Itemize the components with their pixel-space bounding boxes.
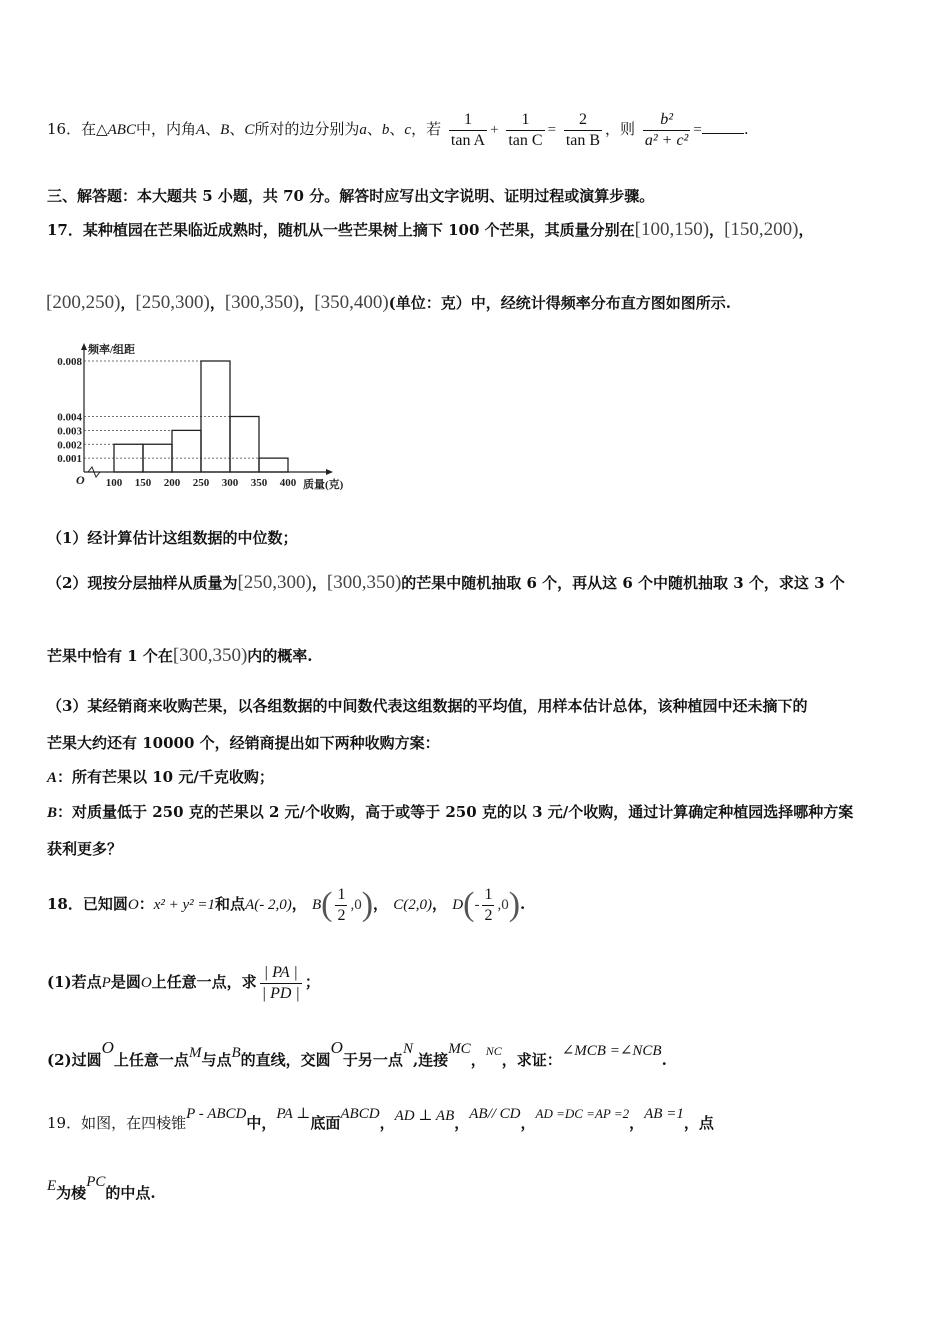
interval: [250,300)	[135, 292, 210, 313]
condition-ab-parallel-cd: AB// CD	[469, 1106, 521, 1122]
frac-den: a² + c²	[644, 131, 689, 149]
option-label: B	[47, 805, 58, 821]
comma: ，	[709, 221, 725, 239]
q16-abc: ABC	[107, 122, 136, 138]
ratio-fraction	[260, 963, 302, 1004]
q19-text: ，点	[683, 1114, 714, 1132]
q18-text: (1)若点	[47, 973, 102, 991]
q17-option-b-cont: 获利更多？	[47, 840, 123, 858]
q18-part-1	[47, 952, 320, 1012]
histogram-bar	[259, 458, 288, 472]
x-tick-label: 200	[163, 477, 181, 489]
q18-text: ，求证：	[501, 1051, 562, 1069]
q16-b: b	[381, 122, 390, 138]
q16-equals: =	[693, 122, 702, 138]
y-axis-label: 频率/组距	[88, 344, 136, 356]
condition-ad-perp-ab: AD ⊥ AB	[394, 1108, 455, 1124]
q18-end: ；	[304, 973, 320, 991]
section-heading: 三、解答题：本大题共 5 小题，共 70 分。解答时应写出文字说明、证明过程或演算步骤。	[47, 187, 655, 205]
q18-end: .	[520, 895, 526, 913]
y-tick-label: 0.008	[57, 356, 82, 368]
interval: [350,400)	[314, 292, 389, 313]
interval: [300,350)	[224, 292, 300, 313]
q16-line	[47, 103, 749, 155]
frac-num: 1	[335, 885, 347, 906]
frac-den: | PD |	[261, 984, 300, 1002]
q16-A: A	[195, 122, 206, 138]
circle-O: O	[330, 1038, 343, 1057]
y-tick-label: 0.003	[57, 425, 82, 438]
option-text: ：对质量低于 250 克的芒果以 2 元/个收购，高于或等于 250 克的以 3 元/个收购，通过计算确定种植园选择哪种方案	[57, 803, 854, 821]
circle-equation: x² + y² =1	[153, 897, 216, 913]
angle-equation: ∠MCB =∠NCB	[561, 1043, 662, 1059]
point-D-y: ,0	[497, 897, 509, 913]
frac-den: tan C	[508, 131, 543, 149]
point-D-label: D	[452, 897, 464, 913]
frac-den: tan B	[565, 131, 601, 149]
frac-num: 2	[564, 110, 602, 131]
q18-text: 和点	[215, 895, 246, 913]
q16-lead: 16．在△	[47, 120, 108, 138]
q18-text: 的直线，交圆	[240, 1051, 331, 1069]
q17-part-3-cont: 芒果大约还有 10000 个，经销商提出如下两种收购方案：	[47, 734, 440, 752]
y-axis-arrow	[81, 343, 87, 350]
q16-fraction-4	[643, 110, 691, 151]
pyramid: P - ABCD	[186, 1106, 247, 1122]
point-B-label: B	[311, 897, 322, 913]
frac-num: 1	[449, 110, 487, 131]
q16-sep: 、	[205, 120, 221, 138]
q18-text: (2)过圆	[47, 1051, 102, 1069]
q16-sep: 、	[389, 120, 405, 138]
point-B: B	[231, 1045, 241, 1061]
edge-PC: PC	[86, 1174, 106, 1190]
q17-lead: 17．某种植园在芒果临近成熟时，随机从一些芒果树上摘下 100 个芒果，其质量分别在	[47, 221, 635, 239]
point-N: N	[402, 1041, 413, 1057]
point-E: E	[47, 1178, 57, 1194]
q16-equals: =	[547, 122, 557, 138]
circle-O: O	[101, 1038, 114, 1057]
q19-text: 底面	[310, 1114, 341, 1132]
q17-part-2-cont	[47, 640, 313, 672]
comma: ，	[373, 895, 389, 913]
comma: ，	[798, 221, 814, 239]
q19-line-2	[47, 1176, 156, 1210]
q18-text: 上任意一点，求	[151, 973, 257, 991]
point-M: M	[188, 1045, 202, 1061]
q17-tail: (单位：克）中，经统计得频率分布直方图如图所示.	[388, 294, 731, 312]
frac-den: 2	[484, 906, 493, 924]
option-label: A	[47, 770, 58, 786]
comma: ，	[454, 1114, 470, 1132]
circle-O: O	[140, 975, 152, 991]
q17-part-1: （1）经计算估计这组数据的中位数；	[47, 529, 298, 547]
q17-text: （2）现按分层抽样从质量为	[47, 574, 238, 592]
q16-a: a	[359, 122, 367, 138]
x-axis-arrow	[326, 469, 333, 475]
condition-pa-perp: PA ⊥	[276, 1106, 311, 1122]
q18-text: 上任意一点	[113, 1051, 189, 1069]
frac-den: 2	[337, 906, 346, 924]
comma: ，	[291, 895, 307, 913]
frac-num: b²	[643, 110, 691, 131]
y-tick-label: 0.002	[57, 439, 82, 452]
base-abcd: ABCD	[340, 1106, 380, 1122]
q18-text: ,连接	[412, 1051, 449, 1069]
paren: (	[321, 886, 333, 923]
comma: ，	[209, 294, 225, 312]
interval: [300,350)	[172, 645, 248, 666]
point-D-fraction	[482, 885, 494, 926]
x-tick-label: 250	[192, 477, 210, 489]
q18-text: 于另一点	[342, 1051, 403, 1069]
circle-O: O	[127, 897, 139, 913]
frequency-histogram	[44, 340, 364, 500]
q16-text: 所对的边分别为	[254, 120, 360, 138]
minus: -	[474, 897, 480, 913]
condition-lengths: AD =DC =AP =2	[535, 1106, 630, 1121]
q16-text: 中，内角	[135, 120, 196, 138]
comma: ，	[379, 1114, 395, 1132]
comma: ，	[470, 1051, 486, 1069]
q17-line-1	[47, 215, 813, 245]
q16-text: ，若	[411, 120, 442, 138]
q17-text: 的芒果中随机抽取 6 个，再从这 6 个中随机抽取 3 个，求这 3 个	[401, 574, 845, 592]
q17-option-a	[47, 766, 274, 789]
q18-end: .	[661, 1051, 667, 1069]
comma: ，	[120, 294, 136, 312]
q16-fraction-2	[506, 110, 544, 151]
point-B-fraction	[335, 885, 347, 926]
comma: ，	[299, 294, 315, 312]
q17-part-2	[47, 566, 845, 600]
q18-line	[47, 872, 525, 936]
x-tick-label: 350	[250, 477, 268, 489]
frac-num: 1	[482, 885, 494, 906]
x-tick-label: 400	[279, 477, 297, 489]
comma: ，	[629, 1114, 645, 1132]
segment-NC: NC	[485, 1044, 502, 1058]
condition-ab-length: AB =1	[644, 1106, 684, 1122]
paren: )	[361, 886, 374, 923]
frac-num: 1	[506, 110, 544, 131]
q17-part-3: （3）某经销商来收购芒果，以各组数据的中间数代表这组数据的平均值，用样本估计总体，该种植园中还未摘下的	[47, 697, 808, 715]
paren: (	[463, 886, 475, 923]
q17-text: 内的概率.	[247, 647, 313, 665]
q16-fraction-1	[449, 110, 487, 151]
q19-line	[47, 1106, 714, 1140]
option-text: ：所有芒果以 10 元/千克收购；	[57, 768, 274, 786]
q16-end: .	[743, 120, 749, 138]
q18-text: 是圆	[110, 973, 141, 991]
q16-c: c	[404, 122, 412, 138]
q16-C: C	[244, 122, 255, 138]
histogram-bar	[172, 430, 201, 472]
q19-end: 的中点.	[105, 1184, 156, 1202]
q16-sep: 、	[229, 120, 245, 138]
frac-den: tan A	[450, 131, 486, 149]
y-tick-label: 0.004	[57, 411, 82, 424]
interval: [300,350)	[326, 572, 402, 593]
q16-B: B	[220, 122, 230, 138]
q16-plus: +	[490, 122, 499, 138]
interval: [100,150)	[634, 219, 710, 240]
q16-sep: 、	[366, 120, 382, 138]
comma: ，	[520, 1114, 536, 1132]
frac-num: | PA |	[260, 963, 302, 984]
point-B-y: ,0	[350, 897, 362, 913]
q19-lead: 19．如图，在四棱锥	[47, 1114, 187, 1132]
colon: ：	[138, 895, 154, 913]
interval: [250,300)	[237, 572, 312, 593]
comma: ，	[432, 895, 448, 913]
q19-text: 中，	[246, 1114, 277, 1132]
segment-MC: MC	[448, 1041, 471, 1057]
y-tick-label: 0.001	[57, 453, 82, 466]
x-tick-label: 150	[134, 477, 152, 489]
q17-line-2	[46, 288, 731, 318]
q19-text: 为棱	[56, 1184, 87, 1202]
q18-part-2	[47, 1040, 667, 1080]
interval: [150,200)	[724, 219, 799, 240]
q17-option-b	[47, 801, 853, 824]
x-tick-label: 100	[105, 477, 123, 489]
q17-text: 芒果中恰有 1 个在	[47, 647, 173, 665]
x-axis-label: 质量(克)	[303, 479, 344, 491]
point-P: P	[101, 975, 111, 991]
q18-text: 与点	[201, 1051, 232, 1069]
q18-lead: 18．已知圆	[47, 895, 128, 913]
q16-fraction-3	[564, 110, 602, 151]
point-A: A(- 2,0)	[245, 897, 292, 913]
answer-blank	[702, 119, 744, 134]
x-tick-label: 300	[221, 477, 239, 489]
point-C: C(2,0)	[393, 897, 433, 913]
interval: [200,250)	[46, 292, 121, 313]
comma: ，	[311, 574, 327, 592]
histogram-bar	[230, 417, 259, 473]
origin-label: O	[76, 473, 85, 487]
paren: )	[508, 886, 521, 923]
q16-text: ，则	[605, 120, 636, 138]
